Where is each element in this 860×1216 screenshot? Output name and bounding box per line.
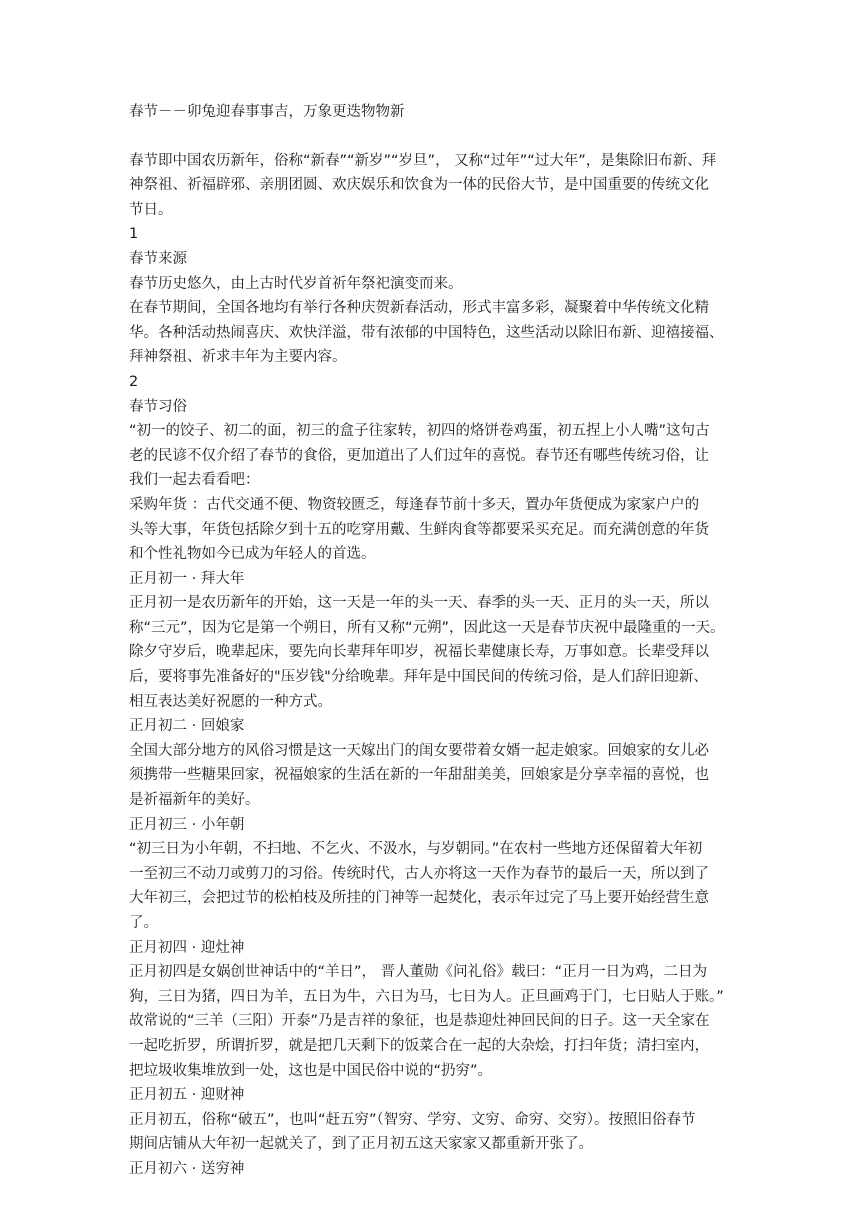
text-line: 我们一起去看看吧： (129, 472, 260, 489)
text-line: 正月初四 · 迎灶神 (129, 939, 245, 956)
text-line: 一起吃折罗，所谓折罗，就是把几天剩下的饭菜合在一起的大杂烩，打扫年货；清扫室内， (129, 1037, 709, 1054)
text-line: 正月初二 · 回娘家 (129, 718, 245, 735)
document-text (129, 149, 744, 1182)
text-line: 正月初一 · 拜大年 (129, 570, 245, 587)
text-line: 须携带一些糖果回家，祝福娘家的生活在新的一年甜甜美美，回娘家是分享幸福的喜悦，也 (129, 767, 709, 784)
text-line: 后，要将事先准备好的"压岁钱"分给晚辈。拜年是中国民间的传统习俗，是人们辞旧迎新、 (129, 669, 708, 686)
text-line: 正月初五 · 迎财神 (129, 1087, 245, 1104)
text-line: 正月初六 · 送穷神 (129, 1160, 245, 1177)
text-line: 正月初三 · 小年朝 (129, 816, 245, 833)
text-line: 相互表达美好祝愿的一种方式。 (129, 693, 332, 710)
text-line: 把垃圾收集堆放到一处，这也是中国民俗中说的“扔穷”。 (129, 1062, 493, 1079)
text-line: 正月初五，俗称“破五”，也叫“赶五穷”（智穷、学穷、文穷、命穷、交穷）。按照旧俗春节 (129, 1111, 696, 1128)
text-line: 称“三元”，因为它是第一个朔日，所有又称“元朔”，因此这一天是春节庆祝中最隆重的一天。 (129, 619, 725, 636)
text-line: 采购年货 ：古代交通不便、物资较匮乏，每逢春节前十多天，置办年货便成为家家户户的 (129, 496, 700, 513)
text-line: 正月初四是女娲创世神话中的“羊日”， 晋人董勋《问礼俗》载曰：“正月一日为鸡，二日为 (129, 964, 708, 981)
text-line: 正月初一是农历新年的开始，这一天是一年的头一天、春季的头一天、正月的头一天，所以 (129, 595, 709, 612)
document-body (129, 100, 744, 1182)
text-line: “初三日为小年朝，不扫地、不乞火、不汲水，与岁朝同。”在农村一些地方还保留着大年初 (129, 841, 703, 858)
text-line: 拜神祭祖、祈求丰年为主要内容。 (129, 349, 347, 366)
text-line: 1 (129, 226, 139, 243)
text-line: 华。各种活动热闹喜庆、欢快洋溢，带有浓郁的中国特色，这些活动以除旧布新、迎禧接福、 (129, 324, 724, 341)
text-line: 故常说的“三羊（三阳）开泰”乃是吉祥的象征，也是恭迎灶神回民间的日子。这一天全家在 (129, 1013, 710, 1030)
text-line: 神祭祖、祈福辟邪、亲朋团圆、欢庆娱乐和饮食为一体的民俗大节，是中国重要的传统文化 (129, 177, 709, 194)
text-line: 和个性礼物如今已成为年轻人的首选。 (129, 546, 376, 563)
text-line: 是祈福新年的美好。 (129, 792, 260, 809)
text-line: 春节即中国农历新年，俗称“新春”“新岁”“岁旦”， 又称“过年”“过大年”，是集除旧布新、拜 (129, 152, 717, 169)
text-line: “初一的饺子、初二的面，初三的盒子往家转，初四的烙饼卷鸡蛋，初五捏上小人嘴”这句古 (129, 423, 710, 440)
text-line: 春节历史悠久，由上古时代岁首祈年祭祀演变而来。 (129, 275, 463, 292)
text-line: 2 (129, 373, 139, 390)
text-line: 节日。 (129, 201, 173, 218)
text-line: 全国大部分地方的风俗习惯是这一天嫁出门的闺女要带着女婿一起走娘家。回娘家的女儿必 (129, 742, 709, 759)
text-line: 狗，三日为猪，四日为羊，五日为牛，六日为马，七日为人。正旦画鸡于门，七日贴人于账。” (129, 988, 724, 1005)
document-title: 春节－－卯兔迎春事事吉，万象更迭物物新 (129, 104, 405, 120)
text-line: 除夕守岁后，晚辈起床，要先向长辈拜年叩岁，祝福长辈健康长寿，万事如意。长辈受拜以 (129, 644, 709, 661)
text-line: 春节习俗 (129, 398, 187, 415)
text-line: 大年初三，会把过节的松柏枝及所挂的门神等一起焚化，表示年过完了马上要开始经营生意 (129, 890, 709, 907)
text-line: 老的民谚不仅介绍了春节的食俗，更加道出了人们过年的喜悦。春节还有哪些传统习俗，让 (129, 447, 709, 464)
text-line: 春节来源 (129, 250, 187, 267)
text-line: 头等大事，年货包括除夕到十五的吃穿用戴、生鲜肉食等都要采买充足。而充满创意的年货 (129, 521, 709, 538)
text-line: 期间店铺从大年初一起就关了，到了正月初五这天家家又都重新开张了。 (129, 1136, 593, 1153)
text-line: 在春节期间，全国各地均有举行各种庆贺新春活动，形式丰富多彩，凝聚着中华传统文化精 (129, 300, 709, 317)
text-line: 一至初三不动刀或剪刀的习俗。传统时代，古人亦将这一天作为春节的最后一天，所以到了 (129, 865, 709, 882)
text-line: 了。 (129, 915, 158, 931)
